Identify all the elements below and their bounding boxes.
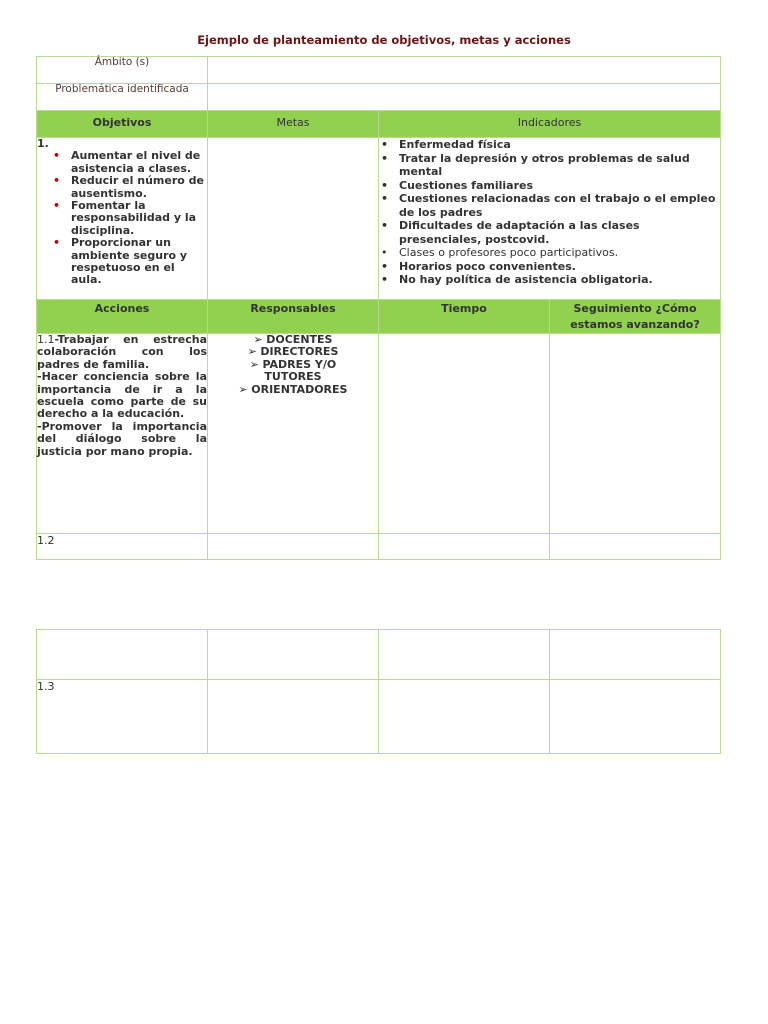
ambito-label: Ámbito (s) xyxy=(94,56,150,68)
indicadores-list xyxy=(379,138,720,287)
row-1-3-label[interactable]: 1.3 xyxy=(37,680,208,754)
list-item: • Cuestiones familiares xyxy=(399,179,720,193)
row-1-3-tiempo[interactable] xyxy=(379,680,550,754)
responsable-item: TUTORES xyxy=(264,370,322,384)
row-1-2-seguimiento[interactable] xyxy=(550,534,721,560)
list-item: • Proporcionar un ambiente seguro y respetuoso en el aula. xyxy=(71,237,207,287)
accion-number: 1.1 xyxy=(37,333,55,346)
accion-line: -Trabajar en estrecha colaboración con los padres de familia. xyxy=(37,333,207,371)
header-responsables: Responsables xyxy=(208,300,379,334)
accion-first-line xyxy=(37,334,207,371)
accion-line: -Hacer conciencia sobre la importancia de ir a la escuela como parte de su derecho a la educación. xyxy=(37,370,207,421)
row-1-3-seguimiento[interactable] xyxy=(550,680,721,754)
problematica-label: Problemática identificada xyxy=(55,83,189,95)
list-item: • Reducir el número de ausentismo. xyxy=(71,175,207,200)
ambito-label-cell xyxy=(37,57,208,84)
indicadores-cell[interactable] xyxy=(379,138,721,300)
tiempo-cell[interactable] xyxy=(379,334,550,534)
continuation-cell[interactable] xyxy=(379,630,550,680)
row-1-3-responsables[interactable] xyxy=(208,680,379,754)
responsable-item: ➢ DIRECTORES xyxy=(208,346,378,358)
list-item: • Dificultades de adaptación a las clases presenciales, postcovid. xyxy=(399,219,720,246)
row-1-2-label[interactable]: 1.2 xyxy=(37,534,208,560)
page-title: Ejemplo de planteamiento de objetivos, metas y acciones xyxy=(197,33,571,47)
accion-line: -Promover la importancia del diálogo sobre la justicia por mano propia. xyxy=(37,419,207,458)
header-acciones: Acciones xyxy=(37,300,208,334)
objetivos-cell[interactable] xyxy=(37,138,208,300)
list-item: • Tratar la depresión y otros problemas de salud mental xyxy=(399,152,720,179)
problematica-input-cell[interactable] xyxy=(208,84,721,111)
responsable-item: ➢ PADRES Y/O xyxy=(208,359,378,371)
row-1-2-tiempo[interactable] xyxy=(379,534,550,560)
seguimiento-cell[interactable] xyxy=(550,334,721,534)
objectives-table xyxy=(36,56,721,560)
acciones-cell[interactable] xyxy=(37,334,208,534)
list-item: • Cuestiones relacionadas con el trabajo o el empleo de los padres xyxy=(399,192,720,219)
objetivo-number: 1. xyxy=(37,137,49,150)
continuation-cell[interactable] xyxy=(550,630,721,680)
header-tiempo: Tiempo xyxy=(379,300,550,334)
objetivos-list xyxy=(37,150,207,286)
header-seguimiento: Seguimiento ¿Cómo estamos avanzando? xyxy=(550,300,721,334)
responsable-item: ➢ DOCENTES xyxy=(208,334,378,346)
ambito-input-cell[interactable] xyxy=(208,57,721,84)
list-item: • Horarios poco convenientes. xyxy=(399,260,720,274)
metas-cell[interactable] xyxy=(208,138,379,300)
header-indicadores: Indicadores xyxy=(379,111,721,138)
responsables-cell[interactable] xyxy=(208,334,379,534)
continuation-table xyxy=(36,629,721,754)
list-item: • Clases o profesores poco participativos. xyxy=(399,246,720,260)
header-objetivos: Objetivos xyxy=(37,111,208,138)
continuation-cell[interactable] xyxy=(37,630,208,680)
list-item: • Fomentar la responsabilidad y la disciplina. xyxy=(71,200,207,237)
responsable-item: ➢ ORIENTADORES xyxy=(208,384,378,396)
list-item: • Enfermedad física xyxy=(399,138,720,152)
row-1-2-responsables[interactable] xyxy=(208,534,379,560)
header-metas: Metas xyxy=(208,111,379,138)
problematica-label-cell xyxy=(37,84,208,111)
list-item: • No hay política de asistencia obligatoria. xyxy=(399,273,720,287)
continuation-cell[interactable] xyxy=(208,630,379,680)
list-item: • Aumentar el nivel de asistencia a clases. xyxy=(71,150,207,175)
